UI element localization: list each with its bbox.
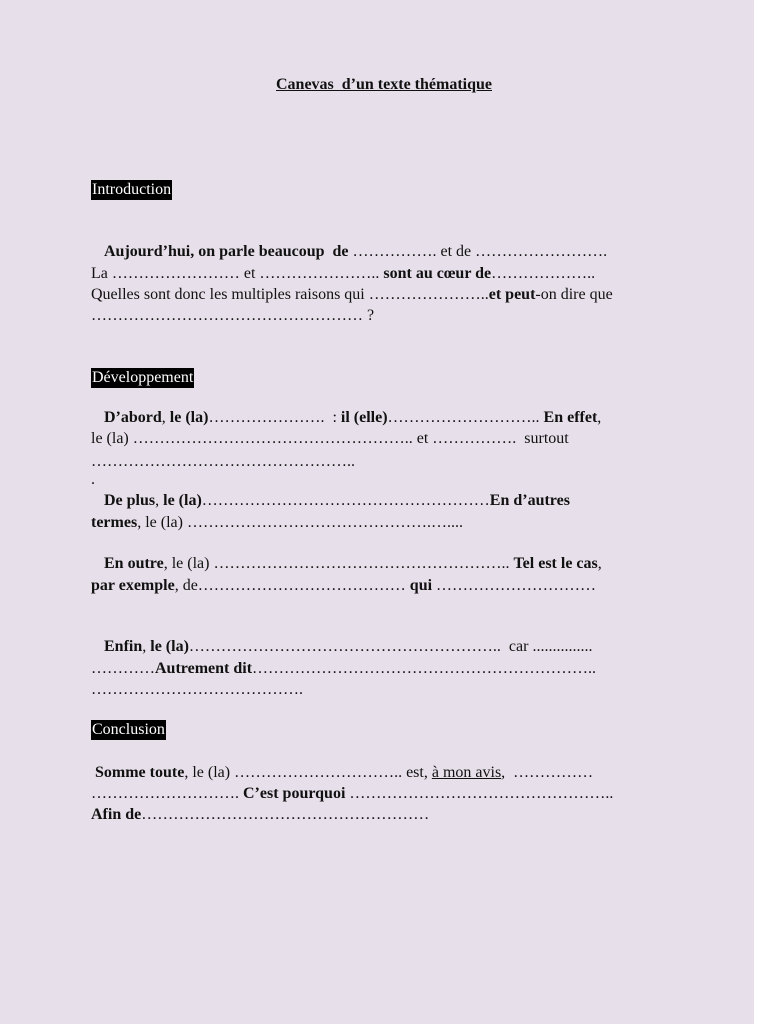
heading-developpement: Développement	[92, 369, 194, 386]
conclusion-phrase: C’est pourquoi	[243, 785, 346, 802]
intro-blank: ……………. et de …………………….	[348, 243, 608, 260]
intro-blank: La …………………… et …………………..	[91, 265, 384, 282]
dev-p1-line-1	[104, 408, 601, 428]
dev-blank: ………………………………………………	[201, 492, 490, 509]
dev-p1-line-3: …………………………………………..	[91, 453, 355, 470]
intro-line-4: …………………………………………… ?	[91, 307, 375, 324]
dev-p1-line-2: le (la) …………………………………………….. et ……………. surtout	[91, 430, 569, 447]
dev-text: ,	[155, 492, 164, 509]
intro-phrase: et peut	[488, 286, 536, 303]
intro-blank: Quelles sont donc les multiples raisons qui …………………..	[91, 286, 489, 303]
dev-p2-line-2	[91, 513, 463, 533]
dev-phrase: qui	[409, 577, 433, 594]
conclusion-line-3	[91, 805, 429, 825]
dev-phrase: le (la)	[169, 409, 209, 426]
dev-phrase: par exemple	[91, 577, 175, 594]
conclusion-blank: ……………………….	[91, 785, 243, 802]
intro-text: -on dire que	[535, 286, 613, 303]
dev-p3-line-1	[104, 554, 602, 574]
intro-phrase: sont au cœur de	[383, 265, 492, 282]
heading-conclusion: Conclusion	[92, 721, 165, 738]
dev-phrase: le (la)	[163, 492, 202, 509]
conclusion-blank: , le (la) ………………………….. est,	[184, 764, 432, 781]
conclusion-blank: ………………………………………………	[141, 806, 430, 823]
dev-p4-line-1	[104, 637, 592, 657]
dev-blank: ………………………..	[387, 409, 544, 426]
dev-blank: , de…………………………………	[174, 577, 410, 594]
dev-p1-line-4: .	[91, 471, 95, 488]
dev-p4-line-3: ………………………………….	[91, 681, 303, 698]
conclusion-blank: , ……………	[501, 764, 594, 781]
dev-phrase: Autrement dit	[155, 660, 253, 677]
dev-blank: …………	[91, 660, 155, 677]
dev-text: ,	[597, 555, 602, 572]
dev-p4-line-2	[91, 659, 596, 679]
intro-line-2	[91, 264, 595, 284]
dev-phrase: En outre	[104, 555, 164, 572]
dev-blank: …………………………	[432, 577, 597, 594]
dev-blank: ………………………………………………….. car ...............	[188, 638, 593, 655]
dev-blank: , le (la) ………………………………………………..	[163, 555, 514, 572]
conclusion-blank: …………………………………………..	[345, 785, 614, 802]
dev-phrase: termes	[91, 514, 138, 531]
dev-phrase: D’abord	[104, 409, 162, 426]
page-edge	[754, 0, 768, 1024]
conclusion-line-1	[95, 763, 593, 783]
dev-p2-line-1	[104, 491, 570, 511]
intro-line-1	[104, 242, 607, 262]
heading-introduction: Introduction	[92, 181, 172, 198]
dev-phrase: En effet	[543, 409, 598, 426]
dev-phrase: En d’autres	[489, 492, 570, 509]
conclusion-phrase: Somme toute	[95, 764, 185, 781]
dev-text: ,	[597, 409, 602, 426]
conclusion-underlined: à mon avis	[431, 764, 502, 781]
dev-text: ,	[142, 638, 151, 655]
dev-blank: , le (la) ……………………………………….…....	[137, 514, 463, 531]
dev-phrase: Tel est le cas	[513, 555, 598, 572]
intro-line-3	[91, 285, 613, 305]
dev-blank: …………………. :	[208, 409, 341, 426]
document-title: Canevas d’un texte thématique	[276, 76, 492, 93]
dev-phrase: le (la)	[150, 638, 189, 655]
dev-text: ,	[161, 409, 170, 426]
dev-p3-line-2	[91, 576, 596, 596]
conclusion-line-2	[91, 784, 613, 804]
dev-phrase: De plus	[104, 492, 156, 509]
intro-phrase: Aujourd’hui, on parle beaucoup de	[104, 243, 349, 260]
dev-phrase: il (elle)	[340, 409, 388, 426]
intro-blank: ………………..	[491, 265, 596, 282]
dev-phrase: Enfin	[104, 638, 143, 655]
conclusion-phrase: Afin de	[91, 806, 142, 823]
dev-blank: ………………………………………………………..	[252, 660, 597, 677]
